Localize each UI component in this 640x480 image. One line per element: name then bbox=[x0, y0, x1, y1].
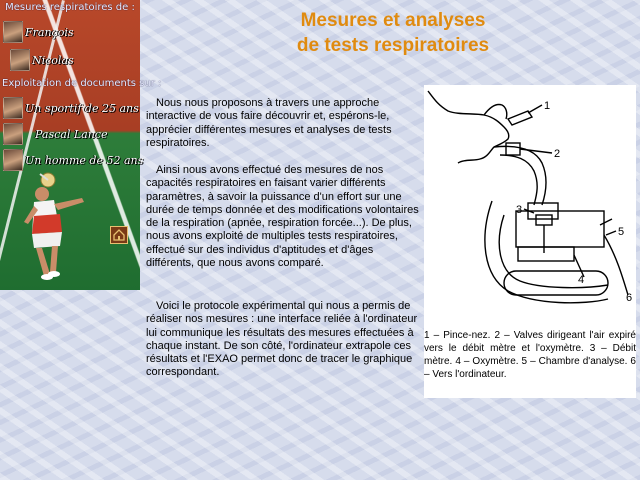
pascal-lance-thumbnail bbox=[3, 123, 23, 145]
diagram-drawing bbox=[424, 85, 636, 329]
sidebar-item-pascal-lance[interactable] bbox=[3, 122, 107, 146]
sidebar-item-label[interactable]: Un homme de 52 ans bbox=[25, 153, 144, 167]
nicolas-thumbnail bbox=[10, 49, 30, 71]
sidebar-heading-measurements: Mesures respiratoires de : bbox=[5, 2, 135, 13]
francois-thumbnail bbox=[3, 21, 23, 43]
sidebar-item-label[interactable]: Nicolas bbox=[32, 53, 74, 67]
diagram-label-3: 3 bbox=[516, 204, 523, 216]
diagram-caption: 1 – Pince-nez. 2 – Valves dirigeant l'air expiré vers le débit mètre et l'oxymètre. 3 – Débit mètre. 4 – Oxymètre. 5 – Chambre d'analyse. 6 – Vers l'ordinateur. bbox=[424, 330, 636, 380]
page-title bbox=[238, 8, 548, 58]
page-title-line2: de tests respiratoires bbox=[296, 35, 490, 56]
sidebar-item-francois[interactable] bbox=[3, 20, 73, 44]
diagram-label-1: 1 bbox=[544, 100, 551, 112]
tennis-player-image bbox=[20, 172, 110, 282]
sidebar-item-label[interactable]: François bbox=[25, 25, 74, 39]
diagram-label-4: 4 bbox=[578, 274, 585, 286]
sidebar-item-sportif[interactable] bbox=[3, 96, 139, 120]
page-title-line1: Mesures et analyses bbox=[300, 10, 486, 31]
sidebar-item-nicolas[interactable] bbox=[10, 48, 74, 72]
diagram-label-5: 5 bbox=[618, 226, 625, 238]
sidebar bbox=[0, 0, 162, 290]
intro-paragraph: Nous nous proposons à travers une approche interactive de vous faire découvrir et, espérons-le, apprécier différentes mesures et analyses de tests respiratoires. bbox=[146, 97, 392, 149]
sidebar-item-label[interactable]: Un sportif de 25 ans bbox=[25, 101, 139, 115]
homme-52-thumbnail bbox=[3, 149, 23, 171]
sidebar-heading-documents: Exploitation de documents sur : bbox=[2, 78, 162, 89]
diagram-label-2: 2 bbox=[554, 148, 561, 160]
sportif-thumbnail bbox=[3, 97, 23, 119]
protocol-paragraph: Voici le protocole expérimental qui nous a permis de réaliser nos mesures : une interface reliée à l'ordinateur lui communique les résultats des mesures effectuées à chaque instant. De son côté, l'ordinateur extrapole ces résultats et l'EXAO permet donc de tracer le graphique correspondant. bbox=[146, 300, 418, 379]
diagram-label-6: 6 bbox=[626, 292, 633, 304]
protocol-diagram bbox=[424, 85, 636, 398]
measurements-paragraph: Ainsi nous avons effectué des mesures de nos capacités respiratoires en faisant varier différents paramètres, à savoir la puissance d'un effort sur une durée de temps donnée et des modifications volontaires de la respiration (apnée, respiration forcée...). De plus, nous avons exploité de multiples tests respiratoires, effectué sur des individus d'aptitudes et d'âges différents, que nous avons comparé. bbox=[146, 164, 419, 270]
home-icon[interactable] bbox=[110, 226, 128, 244]
sidebar-item-homme-52[interactable] bbox=[3, 148, 143, 172]
sidebar-item-label[interactable]: Pascal Lance bbox=[35, 127, 108, 141]
